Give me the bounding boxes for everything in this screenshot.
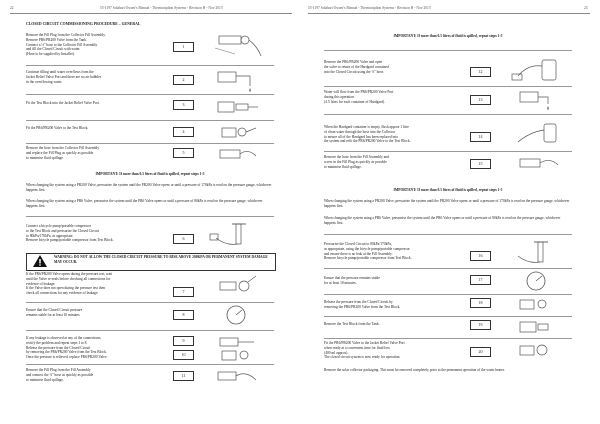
pressure-gauge-illustration xyxy=(216,302,256,328)
step-9-number: 9 xyxy=(173,336,194,346)
step-9-text: If any leakage is observed at any of the connections, rectify the problem and repeat steps 1 to 8. Release the pressure from the Closed Circuit xyxy=(26,336,102,350)
bicycle-pump-illustration xyxy=(508,238,564,266)
step-7-text: If the PR6/PR200 Valve opens during the pressure test, wait until the Valve re-seals before checking all connections for evidence of leakage. If the Valve does not open during the pressure test then check all connections for any evidence of leakage. xyxy=(26,272,113,296)
step-20-number: 20 xyxy=(470,347,491,357)
closing-paragraph: Remove the solar collector packaging. This must be removed completely prior to the permanent operation of the water heater. xyxy=(324,368,505,372)
hose-connect-illustration xyxy=(208,364,263,390)
step-2-text: Continue filling until water overflows from the Jacket Relief Valve Port and there are no air bubbles in the overflowing water. xyxy=(26,70,102,84)
warning-icon xyxy=(32,254,48,268)
step-16-text: Pressurise the Closed Circuit to 80kPa/170kPa, as appropriate, using the bicycle pump/portable compressor and ensure there is no leak at the Fill Assembly. Remove bicycle pump/portable compressor from Test Block. xyxy=(324,242,412,261)
step-3-number: 3 xyxy=(173,100,194,110)
page-header: 55-1197 Solahart Owner's Manual - Thermosiphon Systems - Revision H - Nov 2015 xyxy=(308,6,431,10)
step-6-text: Connect a bicycle pump/portable compressor to the Test Block and pressurise the Closed Circuit to 80kPa/170kPa, as appropriate. Remove bicycle pump/portable compressor from Test Block. xyxy=(26,224,114,243)
step-10-number: 10 xyxy=(173,350,194,360)
step-14-number: 14 xyxy=(470,132,491,142)
step-18-text: Release the pressure from the Closed Circuit by removing the PR6/PR200 Valve from the Test Block. xyxy=(324,300,401,309)
step-4-text: Fit the PR6/PR200 Valve to the Test Block. xyxy=(26,126,89,130)
section-title: CLOSED CIRCUIT COMMISSIONING PROCEDURE – GENERAL xyxy=(26,22,141,26)
pressure-paragraph-pr6: When changing the system using a PR6 Valve, pressurise the system until the PR6 Valve opens or until a pressure of 80kPa is read on the pressure gauge, whichever happens first. xyxy=(324,216,561,225)
pressure-gauge-illustration xyxy=(516,268,556,294)
bicycle-pump-illustration xyxy=(206,220,266,248)
step-8-text: Ensure that the Closed Circuit pressure remains stable for at least 10 minutes. xyxy=(26,308,83,317)
collector-fill-illustration xyxy=(205,28,270,62)
step-20-text: Fit the PR6/PR200 Valve to the Jacket Relief Valve Port when ready at a convenient time for fluid loss (400 ml approx). The closed circuit system is now ready for operation. xyxy=(324,341,405,360)
separator xyxy=(26,216,274,217)
step-18-number: 18 xyxy=(470,298,491,308)
step-17-number: 17 xyxy=(470,275,491,285)
step-16-number: 16 xyxy=(470,251,491,261)
page-header: 55-1197 Solahart Owner's Manual - Thermosiphon Systems - Revision H - Nov 2015 xyxy=(100,6,223,10)
important-note-mid: IMPORTANT: If more than 0.5 litres of fluid is spilled, repeat steps 1-5 xyxy=(393,188,503,192)
valve-removal-illustration xyxy=(214,346,260,366)
warning-text: WARNING: DO NOT ALLOW THE CLOSED CIRCUIT PRESSURE TO RISE ABOVE 200KPA OR PERMANENT SYSTEM DAMAGE MAY OCCUR. xyxy=(54,255,268,264)
step-1-number: 1 xyxy=(173,42,194,52)
step-11-text: Remove the Fill Plug from the Fill Assembly and connect the ½" hose as quickly as possible to minimise fluid spillage. xyxy=(26,368,94,382)
important-note: IMPORTANT: If more than 0.5 litres of fluid is spilled, repeat steps 1-5 xyxy=(95,172,205,176)
separator xyxy=(324,234,572,235)
pressure-paragraph-pr6: When changing the system using a PR6 Valve, pressurise the system until the PR6 Valve opens or until a pressure of 80kPa is read on the pressure gauge, whichever happens first. xyxy=(26,199,263,208)
pressure-paragraph-pr200: When changing the system using a PR200 Valve, pressurise the system until the PR200 Valve opens or until a pressure of 170kPa is read on the pressure gauge, whichever happens first. xyxy=(324,199,570,208)
step-12-text: Remove the PR6/PR200 Valve and open the valve to return of the Hardgard contained into the Closed Circuit using the ½" hose. xyxy=(324,60,389,74)
step-6-number: 6 xyxy=(173,234,194,244)
valve-illustration xyxy=(212,120,262,144)
overflow-illustration xyxy=(210,66,265,92)
step-4-number: 4 xyxy=(173,127,194,137)
step-2-number: 2 xyxy=(173,75,194,85)
step-19-text: Remove the Test Block from the Tank. xyxy=(324,322,380,326)
step-15-number: 15 xyxy=(470,159,491,169)
step-12-number: 12 xyxy=(470,67,491,77)
test-block-illustration xyxy=(212,94,262,120)
flush-illustration xyxy=(506,120,566,150)
valve-removal-illustration xyxy=(512,294,560,316)
page-number: 22 xyxy=(10,6,14,10)
right-page xyxy=(300,0,600,424)
pressure-paragraph-pr200: When changing the system using a PR200 Valve, pressurise the system until the PR200 Valve opens or until a pressure of 170kPa is read on the pressure gauge, whichever happens first. xyxy=(26,183,272,192)
fill-plug-illustration xyxy=(510,152,564,176)
relief-valve-illustration xyxy=(510,338,562,364)
page-number: 23 xyxy=(584,6,588,10)
step-17-text: Ensure that the pressure remains stable for at least 10 minutes. xyxy=(324,276,380,285)
water-flow-illustration xyxy=(512,86,562,112)
step-13-text: Water will flow from the PR6/PR200 Valve Port during this operation. (4.5 litres for each container of Hardgard). xyxy=(324,90,394,104)
step-7-number: 7 xyxy=(173,287,194,297)
step-8-number: 8 xyxy=(173,310,194,320)
separator xyxy=(324,114,572,115)
test-block-removal-illustration xyxy=(512,316,560,338)
step-19-number: 19 xyxy=(470,320,491,330)
step-13-number: 13 xyxy=(470,95,491,105)
step-10-text: by removing the PR6/PR200 Valve from the Test Block. Once the pressure is relieved, replace PR6/PR200 Valve. xyxy=(26,350,108,359)
step-3-text: Fit the Test Block into the Jacket Relief Valve Port. xyxy=(26,101,100,105)
step-1-text: Remove the Fill Plug from the Collector Fill Assembly. Remove PR6/PR200 Valve from the Tank. Connect a ½" hose to the Collector Fill Assembly and fill the Closed Circuit with water. (Hose to be supplied by Installer). xyxy=(26,33,106,57)
step-5-number: 5 xyxy=(173,148,194,158)
important-note-top: IMPORTANT: If more than 0.5 litres of fluid is spilled, repeat steps 1-5 xyxy=(393,34,503,38)
fill-plug-illustration xyxy=(208,142,263,168)
step-15-text: Remove the hose from the Fill Assembly and screw in the Fill Plug as quickly as possible to minimise fluid spillage. xyxy=(324,155,389,169)
separator xyxy=(324,50,572,51)
hardgard-container-illustration xyxy=(508,54,568,86)
header-rule xyxy=(308,13,590,14)
header-rule xyxy=(10,13,292,14)
step-5-text: Remove the hose from the Collector Fill Assembly and replace the Fill Plug as quickly as possible to minimise fluid spillage. xyxy=(26,146,100,160)
leak-check-illustration xyxy=(210,272,265,300)
step-14-text: When the Hardgard container is empty, flush approx 1 litre of clean water through the hose into the Collector to ensure all of the Hardgard has been replaced into the system and refit the PR6/PR200 Valve to the Test Block. xyxy=(324,125,411,144)
step-11-number: 11 xyxy=(173,371,194,381)
